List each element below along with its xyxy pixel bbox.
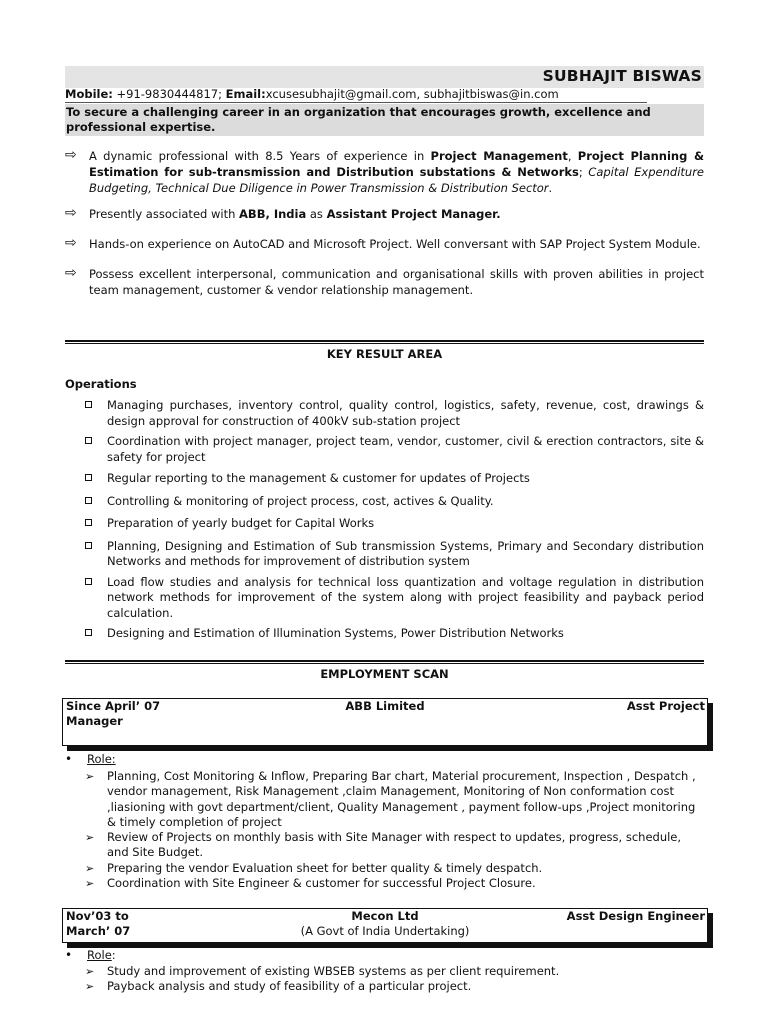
summary-text-italic: Capital Expenditure Budgeting, Technical Due Diligence in Power Transmission & Distribution Sector [89,165,705,195]
square-bullet-icon [85,519,92,526]
kra-item [85,516,704,532]
job-company-note: (A Govt of India Undertaking) [300,924,470,938]
duty-text: Study and improvement of existing WBSEB systems as per client requirement. [107,964,560,978]
duty-text: Payback analysis and study of feasibility of a particular project. [107,979,472,994]
job1-duties [85,769,706,891]
job-company: ABB Limited [345,699,425,713]
job-period-line: March’ 07 [66,924,131,938]
duty-text: Planning, Cost Monitoring & Inflow, Preparing Bar chart, Material procurement, Inspection , Despatch , vendor management, Risk Management ,claim Management, Monitoring of Non conformation cost ,liasioning with govt department/client, Quality Management , payment follow-ups ,Project monitoring & timely completion of project [107,769,696,829]
summary-text: Presently associated with [89,207,240,221]
kra-item-text: Managing purchases, inventory control, quality control, logistics, safety, revenue, cost, drawings & design approval for construction of 400kV sub-station project [107,398,704,428]
arrowhead-icon: ➢ [85,831,95,845]
summary-item [65,266,704,298]
bullet-dot-icon: • [65,752,73,766]
bullet-dot-icon: • [65,948,73,962]
square-bullet-icon [85,542,92,549]
square-bullet-icon [85,578,92,585]
section-title-employment: EMPLOYMENT SCAN [320,667,449,681]
kra-item [85,626,704,642]
summary-text-bold: Project Management [430,149,568,163]
summary-text: ; [578,165,589,179]
profile-summary [65,148,704,298]
duty-text: Review of Projects on monthly basis with Site Manager with respect to updates, progress, schedule, and Site Budget. [107,830,682,860]
square-bullet-icon [85,474,92,481]
section-divider [65,660,704,664]
summary-text-bold: Assistant Project Manager. [326,207,501,221]
arrow-right-icon: ⇨ [65,205,77,221]
section-title-kra: KEY RESULT AREA [326,347,443,361]
role-label: Role [87,948,112,962]
square-bullet-icon [85,629,92,636]
summary-text-bold: ABB, India [239,207,307,221]
summary-item [65,206,704,222]
job-period-line: Manager [66,714,123,728]
email-label: Email: [225,87,266,101]
summary-text: as [306,207,327,221]
job2-duties [85,964,706,995]
kra-item [85,575,704,622]
arrowhead-icon: ➢ [85,965,95,978]
kra-item-text: Load flow studies and analysis for technical loss quantization and voltage regulation in distribution network methods for improvement of the system along with project feasibility and payback period calculation. [107,574,704,620]
arrow-right-icon: ⇨ [65,147,77,163]
contact-line [65,87,647,103]
arrowhead-icon: ➢ [85,770,95,783]
arrow-right-icon: ⇨ [65,235,77,251]
job-period [66,909,130,939]
duty-item [85,979,706,994]
job-position: Asst Project [626,699,705,713]
operations-subtitle: Operations [65,377,137,391]
square-bullet-icon [85,437,92,444]
kra-item-text: Designing and Estimation of Illumination Systems, Power Distribution Networks [107,626,564,640]
kra-item-text: Regular reporting to the management & customer for updates of Projects [107,471,530,485]
arrowhead-icon: ➢ [85,861,95,875]
arrow-right-icon: ⇨ [65,265,77,281]
career-objective: To secure a challenging career in an organization that encourages growth, excellence and professional expertise. [65,104,704,136]
kra-item [85,434,704,465]
job-header-abb [62,698,708,746]
job-position: Asst Design Engineer [566,909,705,923]
job-period-line: Nov’03 to [66,909,129,923]
arrowhead-icon: ➢ [85,877,95,891]
kra-item [85,398,704,429]
duty-item [85,964,706,979]
kra-item-text: Planning, Designing and Estimation of Sub transmission Systems, Primary and Secondary distribution Networks and methods for improvement of distribution system [107,538,704,568]
email-value: xcusesubhajit@gmail.com, subhajitbiswas@in.com [265,87,559,101]
duty-item [85,861,706,876]
mobile-value: +91-9830444817; [116,87,222,101]
kra-item [85,471,704,487]
role-label: Role: [87,752,116,766]
candidate-name: SUBHAJIT BISWAS [542,67,702,85]
job-company: Mecon Ltd [351,909,419,923]
duty-item [85,830,706,861]
job-period [66,699,160,729]
summary-text: Possess excellent interpersonal, communication and organisational skills with proven abilities in project team management, customer & vendor relationship management. [89,267,704,297]
mobile-label: Mobile: [65,87,113,101]
kra-list [85,398,704,642]
summary-text: A dynamic professional with 8.5 Years of experience in [89,149,431,163]
square-bullet-icon [85,497,92,504]
summary-text-bold: Project Planning & Estimation for sub-transmission and Distribution substations & Networks [89,149,704,179]
summary-text: Hands-on experience on AutoCAD and Microsoft Project. Well conversant with SAP Project System Module. [89,237,701,251]
kra-item [85,494,704,510]
summary-text: , [567,149,578,163]
role-suffix: : [111,948,116,962]
summary-item [65,236,704,252]
duty-text: Preparing the vendor Evaluation sheet for better quality & timely despatch. [107,860,543,875]
job-header-mecon [62,908,708,943]
kra-item-text: Controlling & monitoring of project process, cost, actives & Quality. [107,493,494,508]
duty-item [85,876,706,891]
summary-item [65,148,704,196]
summary-text: . [548,181,553,195]
kra-item-text: Preparation of yearly budget for Capital Works [107,516,375,530]
name-bar [65,66,704,88]
kra-item-text: Coordination with project manager, project team, vendor, customer, civil & erection contractors, site & safety for project [107,434,704,464]
duty-item [85,769,706,830]
section-divider [65,340,704,344]
role-heading-text [87,948,116,962]
kra-item [85,539,704,570]
square-bullet-icon [85,401,92,408]
duty-text: Coordination with Site Engineer & customer for successful Project Closure. [107,876,536,891]
job-period-line: Since April’ 07 [66,699,161,713]
arrowhead-icon: ➢ [85,980,95,994]
